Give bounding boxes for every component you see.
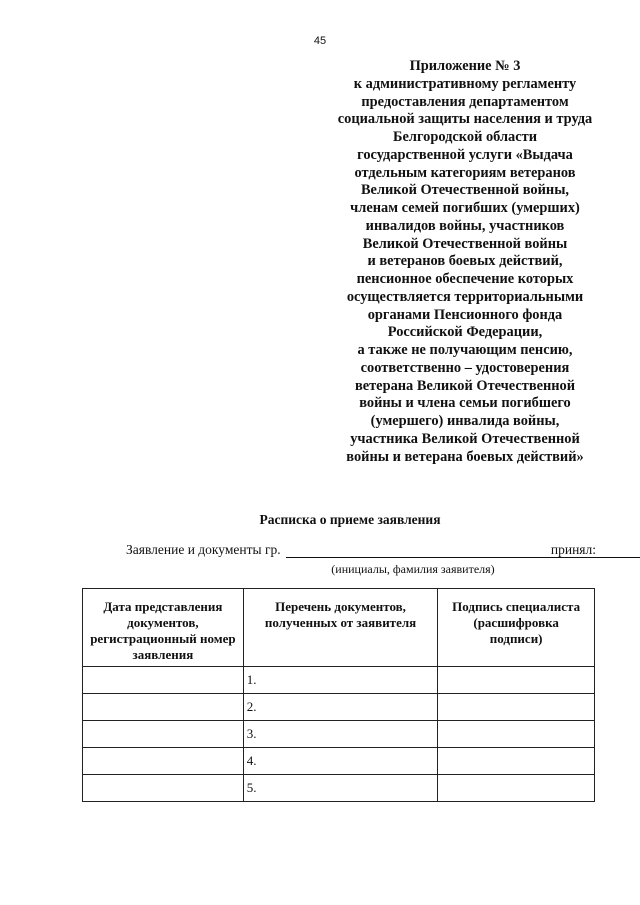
document-cell[interactable]: 4.: [243, 748, 437, 775]
date-cell[interactable]: [83, 721, 244, 748]
signature-cell[interactable]: [438, 667, 595, 694]
header-documents: Перечень документов, полученных от заявителя: [243, 589, 437, 667]
appendix-header: [318, 58, 612, 466]
header-signature: Подпись специалиста (расшифровка подписи): [438, 589, 595, 667]
date-cell[interactable]: [83, 667, 244, 694]
appendix-line: участника Великой Отечественной: [350, 430, 580, 447]
appendix-line: Великой Отечественной войны: [362, 235, 568, 252]
receipt-table: [82, 588, 595, 802]
table-row: [83, 694, 595, 721]
header-date: Дата представления документов, регистрационный номер заявления: [83, 589, 244, 667]
statement-label: Заявление и документы гр.: [126, 542, 281, 557]
statement-line: [126, 542, 596, 562]
appendix-line: осуществляется территориальными: [346, 288, 584, 305]
appendix-line: Приложение № 3: [409, 58, 521, 74]
signature-cell[interactable]: [438, 721, 595, 748]
signature-cell[interactable]: [438, 748, 595, 775]
document-cell[interactable]: 2.: [243, 694, 437, 721]
appendix-line: войны и члена семьи погибшего: [359, 395, 571, 412]
appendix-line: Великой Отечественной войны,: [360, 182, 570, 199]
appendix-line: государственной услуги «Выдача: [357, 146, 573, 163]
date-cell[interactable]: [83, 775, 244, 802]
table-row: [83, 721, 595, 748]
appendix-line: а также не получающим пенсию,: [357, 342, 573, 358]
table-row: [83, 748, 595, 775]
appendix-line: ветерана Великой Отечественной: [354, 377, 576, 394]
appendix-line: к административному регламенту: [353, 75, 577, 92]
page-number: 45: [313, 35, 327, 47]
signature-cell[interactable]: [438, 694, 595, 721]
applicant-field-hint: (инициалы, фамилия заявителя): [331, 562, 495, 576]
date-cell[interactable]: [83, 748, 244, 775]
appendix-line: социальной защиты населения и труда: [337, 111, 593, 128]
appendix-line: Белгородской области: [392, 129, 538, 145]
appendix-line: (умершего) инвалида войны,: [370, 413, 560, 429]
appendix-line: отдельным категориям ветеранов: [354, 164, 576, 181]
receipt-title: Расписка о приеме заявления: [259, 512, 441, 527]
appendix-line: и ветеранов боевых действий,: [367, 253, 563, 270]
table-header-row: [83, 589, 595, 667]
appendix-line: органами Пенсионного фонда: [367, 306, 563, 323]
date-cell[interactable]: [83, 694, 244, 721]
document-cell[interactable]: 3.: [243, 721, 437, 748]
document-cell[interactable]: 5.: [243, 775, 437, 802]
appendix-line: предоставления департаментом: [361, 93, 569, 110]
appendix-line: членам семей погибших (умерших): [350, 200, 580, 216]
table-row: [83, 667, 595, 694]
accepted-label: принял:: [550, 542, 596, 557]
appendix-line: войны и ветерана боевых действий»: [346, 448, 584, 465]
appendix-line: инвалидов войны, участников: [365, 217, 565, 234]
signature-cell[interactable]: [438, 775, 595, 802]
table-row: [83, 775, 595, 802]
appendix-line: пенсионное обеспечение которых: [356, 271, 574, 287]
appendix-line: соответственно – удостоверения: [360, 359, 570, 376]
appendix-line: Российской Федерации,: [387, 324, 543, 341]
document-cell[interactable]: 1.: [243, 667, 437, 694]
